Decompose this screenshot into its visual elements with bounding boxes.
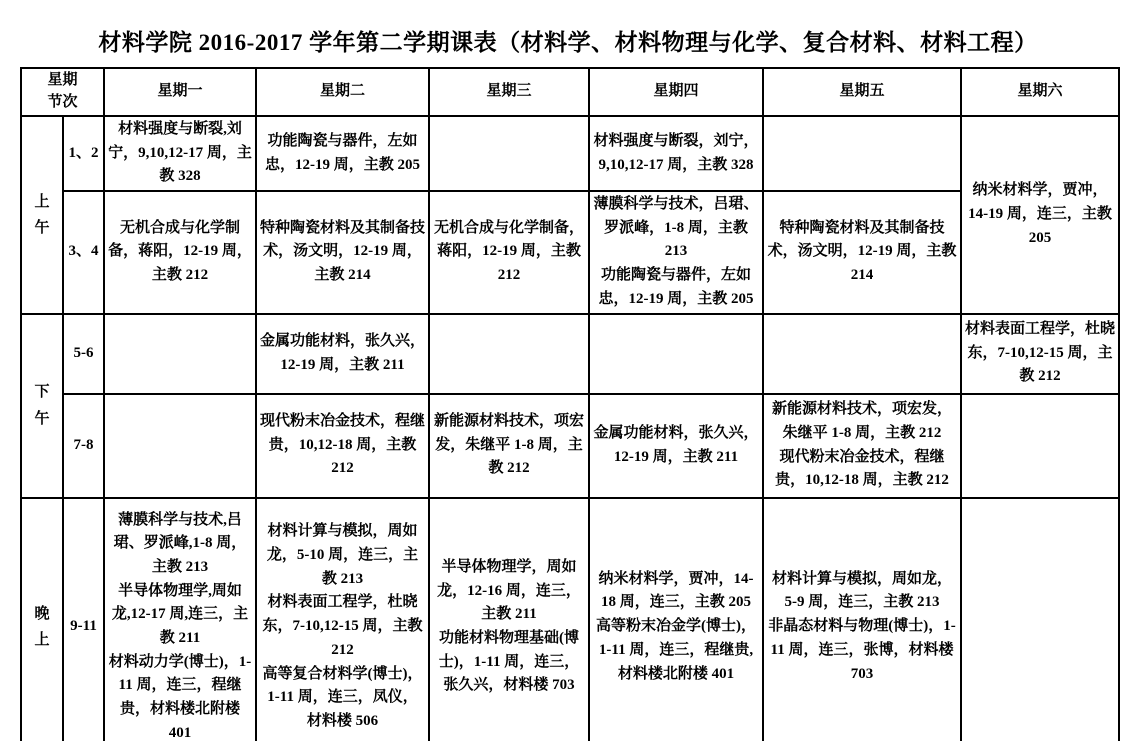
course-entry: 功能陶瓷与器件，左如忠，12-19 周，主教 205 [598, 267, 754, 307]
course-entry: 材料计算与模拟，周如龙，5-10 周，连三，主教 213 [266, 523, 419, 587]
row-period-3-4 [21, 191, 1119, 313]
section-morning-label: 上午 [34, 193, 50, 236]
day-header-friday: 星期五 [763, 68, 961, 116]
course-entry: 新能源材料技术，项宏发，朱继平 1-8 周，主教 212 [771, 401, 952, 441]
cell-fri-3-4 [763, 191, 961, 313]
period-1-2: 1、2 [63, 116, 104, 191]
cell-thu-7-8 [589, 394, 763, 498]
course-entry: 无机合成与化学制备，蒋阳，12-19 周，主教 212 [433, 219, 584, 284]
cell-wed-9-11 [429, 498, 589, 741]
row-period-7-8 [21, 394, 1119, 498]
section-morning [21, 116, 63, 314]
course-entry: 材料表面工程学，杜晓东，7-10,12-15 周，主教 212 [965, 320, 1116, 385]
course-entry: 半导体物理学,周如龙,12-17 周,连三，主教 211 [111, 582, 249, 646]
cell-thu-5-6 [589, 314, 763, 394]
cell-thu-1-2 [589, 116, 763, 191]
cell-thu-3-4 [589, 191, 763, 313]
row-period-9-11 [21, 498, 1119, 741]
course-entry: 金属功能材料，张久兴，12-19 周，主教 211 [593, 424, 759, 465]
course-entry: 金属功能材料，张久兴，12-19 周，主教 211 [260, 332, 426, 373]
cell-mon-7-8 [104, 394, 256, 498]
header-row [21, 68, 1119, 116]
course-entry: 材料动力学(博士)，1-11 周，连三，程继贵，材料楼北附楼 401 [108, 653, 252, 741]
course-entry: 功能材料物理基础(博士)，1-11 周，连三，张久兴，材料楼 703 [438, 630, 580, 694]
cell-tue-1-2 [256, 116, 429, 191]
cell-wed-1-2 [429, 116, 589, 191]
section-afternoon-label: 下午 [34, 384, 50, 427]
cell-sat-5-6 [961, 314, 1119, 394]
course-entry: 材料强度与断裂，刘宁，9,10,12-17 周，主教 328 [593, 132, 759, 173]
course-entry: 半导体物理学，周如龙，12-16 周，连三，主教 211 [437, 558, 581, 623]
cell-fri-9-11 [763, 498, 961, 741]
course-entry: 纳米材料学，贾冲，14-18 周，连三，主教 205 [598, 570, 754, 611]
cell-wed-3-4 [429, 191, 589, 313]
corner-header-weekday: 星期 [47, 72, 78, 89]
cell-fri-5-6 [763, 314, 961, 394]
cell-fri-7-8 [763, 394, 961, 498]
course-entry: 现代粉末冶金技术，程继贵，10,12-18 周，主教 212 [775, 448, 949, 489]
cell-wed-5-6 [429, 314, 589, 394]
row-period-1-2 [21, 116, 1119, 191]
cell-tue-3-4 [256, 191, 429, 313]
day-header-saturday: 星期六 [961, 68, 1119, 116]
course-entry: 纳米材料学，贾冲，14-19 周，连三，主教 205 [968, 182, 1112, 246]
section-evening-label: 晚上 [34, 605, 50, 648]
cell-sat-morning [961, 116, 1119, 314]
section-evening [21, 498, 63, 741]
course-entry: 新能源材料技术，项宏发，朱继平 1-8 周，主教 212 [433, 412, 584, 477]
cell-mon-1-2 [104, 116, 256, 191]
page-title: 材料学院 2016-2017 学年第二学期课表（材料学、材料物理与化学、复合材料、材料工程） [98, 30, 1038, 55]
day-header-thursday: 星期四 [589, 68, 763, 116]
cell-mon-3-4 [104, 191, 256, 313]
cell-mon-5-6 [104, 314, 256, 394]
course-timetable [20, 67, 1120, 741]
cell-sat-7-8 [961, 394, 1119, 498]
course-entry: 现代粉末冶金技术，程继贵，10,12-18 周，主教 212 [260, 412, 426, 477]
day-header-monday: 星期一 [104, 68, 256, 116]
course-entry: 薄膜科学与技术,吕珺、罗派峰,1-8 周，主教 213 [113, 511, 247, 575]
course-entry: 无机合成与化学制备，蒋阳，12-19 周，主教 212 [108, 219, 252, 284]
course-entry: 材料强度与断裂,刘宁，9,10,12-17 周，主教 328 [108, 121, 252, 185]
period-7-8: 7-8 [63, 394, 104, 498]
course-entry: 高等复合材料学(博士)，1-11 周，连三，凤仪，材料楼 506 [262, 665, 423, 729]
course-entry: 功能陶瓷与器件，左如忠，12-19 周，主教 205 [265, 132, 420, 173]
course-entry: 薄膜科学与技术，吕珺、罗派峰，1-8 周，主教 213 [593, 196, 759, 260]
course-entry: 非晶态材料与物理(博士)，1-11 周，连三，张博，材料楼 703 [768, 618, 956, 682]
day-header-wednesday: 星期三 [429, 68, 589, 116]
cell-thu-9-11 [589, 498, 763, 741]
period-3-4: 3、4 [63, 191, 104, 313]
cell-tue-5-6 [256, 314, 429, 394]
day-header-tuesday: 星期二 [256, 68, 429, 116]
period-5-6: 5-6 [63, 314, 104, 394]
course-entry: 材料表面工程学，杜晓东，7-10,12-15 周，主教 212 [262, 594, 423, 658]
cell-fri-1-2 [763, 116, 961, 191]
course-entry: 特种陶瓷材料及其制备技术，汤文明，12-19 周，主教 214 [260, 219, 426, 284]
course-entry: 高等粉末冶金学(博士)，1-11 周，连三，程继贵,材料楼北附楼 401 [596, 618, 756, 682]
corner-header-period: 节次 [47, 94, 78, 110]
cell-mon-9-11 [104, 498, 256, 741]
cell-sat-9-11 [961, 498, 1119, 741]
cell-tue-9-11 [256, 498, 429, 741]
section-afternoon [21, 314, 63, 498]
cell-wed-7-8 [429, 394, 589, 498]
corner-header [21, 68, 104, 116]
row-period-5-6 [21, 314, 1119, 394]
course-entry: 特种陶瓷材料及其制备技术，汤文明，12-19 周，主教 214 [767, 219, 957, 284]
course-entry: 材料计算与模拟，周如龙，5-9 周，连三，主教 213 [771, 570, 952, 611]
period-9-11: 9-11 [63, 498, 104, 741]
cell-tue-7-8 [256, 394, 429, 498]
